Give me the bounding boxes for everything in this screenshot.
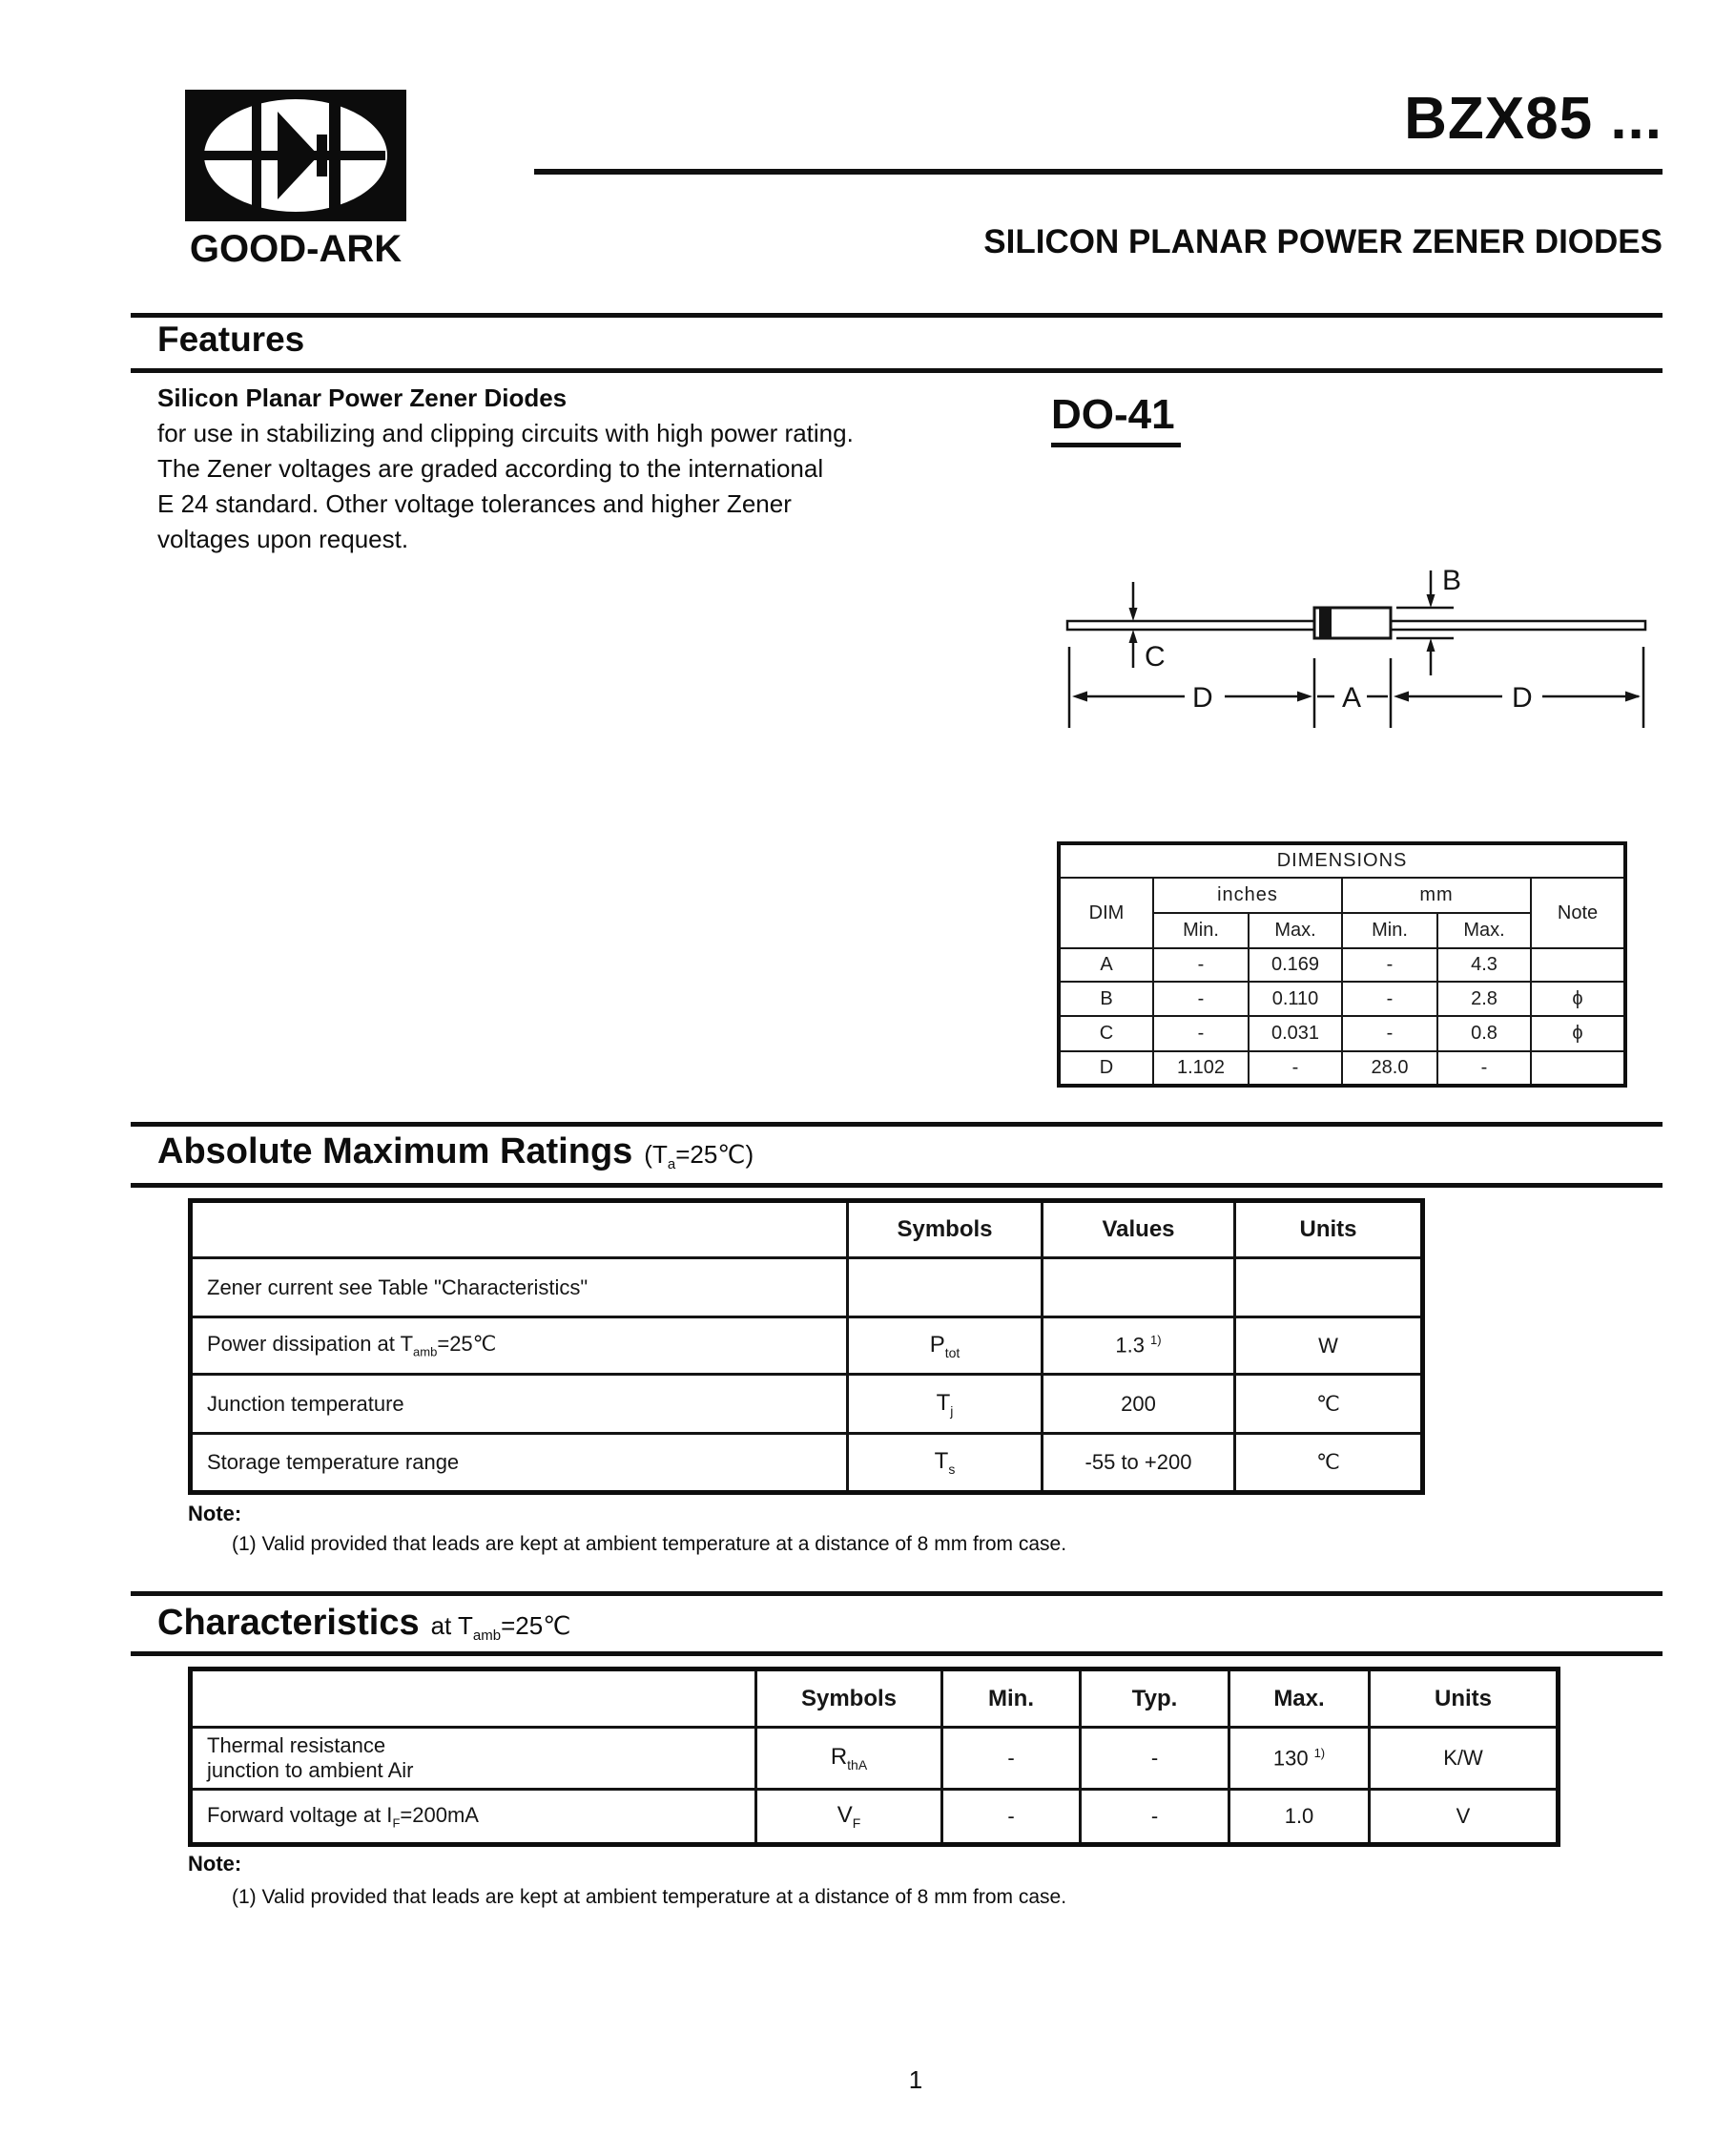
dim-d-note (1531, 1051, 1625, 1086)
amr-row-storage-temperature (191, 1434, 1423, 1493)
char-note-item: (1) Valid provided that leads are kept at ambient temperature at a distance of 8 mm from case. (232, 1886, 1067, 1908)
amr-value (1043, 1258, 1235, 1317)
amr-unit: W (1235, 1317, 1423, 1375)
absolute-maximum-ratings-table (188, 1198, 1425, 1495)
amr-header-values: Values (1043, 1201, 1235, 1258)
characteristics-heading (157, 1605, 570, 1643)
char-note-label: Note: (188, 1852, 242, 1876)
amr-note-item: (1) Valid provided that leads are kept at ambient temperature at a distance of 8 mm from case. (232, 1533, 1067, 1555)
char-label-sub: F (392, 1815, 401, 1831)
dim-b-in-min: - (1153, 982, 1249, 1016)
dim-d-mm-max: - (1437, 1051, 1531, 1086)
value: 1.3 (1115, 1333, 1146, 1358)
char-heading-text: Characteristics (157, 1603, 420, 1643)
char-cond-sub: amb (472, 1627, 502, 1645)
package-name: DO-41 (1051, 391, 1181, 447)
char-header-max: Max. (1229, 1669, 1370, 1728)
dim-d-in-max: - (1249, 1051, 1342, 1086)
dim-b-note-diameter-symbol: ϕ (1531, 982, 1625, 1016)
char-divider-top (131, 1591, 1663, 1596)
part-number: BZX85 ... (1404, 86, 1663, 152)
char-header-blank (191, 1669, 756, 1728)
dim-row-c (1059, 1016, 1625, 1051)
dim-row-d (1059, 1051, 1625, 1086)
dim-c-mm-max: 0.8 (1437, 1016, 1531, 1051)
amr-symbol (848, 1434, 1043, 1493)
footnote-ref: 1) (1313, 1745, 1326, 1760)
char-label (191, 1728, 756, 1790)
symbol-sub: tot (944, 1344, 960, 1360)
amr-cond-pre: (T (644, 1140, 668, 1169)
symbol-base: R (830, 1744, 848, 1771)
features-body (157, 381, 854, 557)
dim-a-mm-min: - (1342, 948, 1437, 982)
symbol-sub: j (950, 1402, 954, 1419)
brand-logo-diode-icon (185, 90, 406, 221)
char-header-min: Min. (942, 1669, 1081, 1728)
dim-label-b: B (1442, 565, 1462, 596)
amr-value (1043, 1317, 1235, 1375)
characteristics-table (188, 1667, 1560, 1847)
char-header-units: Units (1370, 1669, 1559, 1728)
symbol-sub: F (852, 1814, 861, 1831)
char-label-line1: Thermal resistance (207, 1733, 386, 1757)
amr-label-pre: Power dissipation at T (207, 1332, 414, 1357)
amr-symbol (848, 1258, 1043, 1317)
features-line-3: E 24 standard. Other voltage tolerances and higher Zener (157, 489, 792, 518)
amr-divider-bottom (131, 1183, 1663, 1188)
amr-label: Junction temperature (191, 1375, 848, 1434)
symbol-sub: s (948, 1461, 956, 1477)
symbol-base: T (934, 1448, 949, 1475)
features-line-4: voltages upon request. (157, 525, 409, 553)
char-row-thermal-resistance (191, 1728, 1559, 1790)
char-max: 1.0 (1229, 1790, 1370, 1845)
amr-value: -55 to +200 (1043, 1434, 1235, 1493)
document-title: SILICON PLANAR POWER ZENER DIODES (983, 223, 1663, 260)
dim-d-mm-min: 28.0 (1342, 1051, 1437, 1086)
features-subtitle: Silicon Planar Power Zener Diodes (157, 384, 568, 412)
dim-a-in-max: 0.169 (1249, 948, 1342, 982)
char-header-row (191, 1669, 1559, 1728)
cathode-band (1319, 608, 1332, 638)
dim-a: A (1059, 948, 1153, 982)
dim-d-in-min: 1.102 (1153, 1051, 1249, 1086)
char-label-pre: Forward voltage at I (207, 1802, 393, 1827)
dim-d: D (1059, 1051, 1153, 1086)
header-divider (534, 169, 1663, 175)
footnote-ref: 1) (1150, 1333, 1162, 1348)
features-heading: Features (157, 320, 305, 359)
amr-label-sub: amb (413, 1344, 438, 1359)
char-typ: - (1081, 1728, 1229, 1790)
char-divider-bottom (131, 1651, 1663, 1656)
dimensions-table-title: DIMENSIONS (1059, 843, 1625, 878)
dim-col-dim: DIM (1059, 878, 1153, 948)
dim-col-mm-min: Min. (1342, 913, 1437, 948)
char-label-post: =200mA (400, 1802, 479, 1827)
char-label (191, 1790, 756, 1845)
char-row-forward-voltage (191, 1790, 1559, 1845)
char-symbol (756, 1728, 942, 1790)
dim-col-note: Note (1531, 878, 1625, 948)
amr-header-blank (191, 1201, 848, 1258)
dim-label-c: C (1145, 641, 1166, 673)
amr-label: Storage temperature range (191, 1434, 848, 1493)
char-unit: K/W (1370, 1728, 1559, 1790)
amr-unit: ℃ (1235, 1375, 1423, 1434)
amr-row-zener-current (191, 1258, 1423, 1317)
page-number: 1 (908, 2065, 923, 2094)
amr-cond-sub: a (667, 1156, 676, 1173)
amr-heading (157, 1133, 754, 1171)
dim-a-mm-max: 4.3 (1437, 948, 1531, 982)
amr-label: Zener current see Table "Characteristics" (191, 1258, 848, 1317)
amr-header-symbols: Symbols (848, 1201, 1043, 1258)
symbol-base: P (929, 1331, 945, 1358)
dim-col-inches-min: Min. (1153, 913, 1249, 948)
char-typ: - (1081, 1790, 1229, 1845)
brand-name: GOOD-ARK (189, 228, 403, 270)
char-header-typ: Typ. (1081, 1669, 1229, 1728)
amr-heading-text: Absolute Maximum Ratings (157, 1131, 633, 1171)
amr-note-label: Note: (188, 1502, 242, 1525)
char-cond-post: =25℃ (501, 1611, 571, 1640)
features-line-2: The Zener voltages are graded according to the international (157, 454, 824, 483)
amr-value: 200 (1043, 1375, 1235, 1434)
dim-row-b (1059, 982, 1625, 1016)
dim-col-mm-max: Max. (1437, 913, 1531, 948)
dim-label-a: A (1342, 682, 1362, 714)
amr-label-post: =25℃ (437, 1332, 497, 1357)
dim-b: B (1059, 982, 1153, 1016)
amr-cond-post: =25℃) (675, 1140, 754, 1169)
amr-row-junction-temperature (191, 1375, 1423, 1434)
char-unit: V (1370, 1790, 1559, 1845)
features-divider-bottom (131, 368, 1663, 373)
char-max (1229, 1728, 1370, 1790)
features-divider-top (131, 313, 1663, 318)
dim-col-inches-max: Max. (1249, 913, 1342, 948)
dim-b-mm-min: - (1342, 982, 1437, 1016)
amr-symbol (848, 1375, 1043, 1434)
dim-c-in-min: - (1153, 1016, 1249, 1051)
symbol-sub: thA (847, 1756, 868, 1772)
amr-header-units: Units (1235, 1201, 1423, 1258)
dimensions-table (1057, 841, 1627, 1088)
dim-label-d-left: D (1192, 682, 1213, 714)
dim-a-note (1531, 948, 1625, 982)
amr-header-row (191, 1201, 1423, 1258)
dim-b-in-max: 0.110 (1249, 982, 1342, 1016)
char-header-symbols: Symbols (756, 1669, 942, 1728)
dim-a-in-min: - (1153, 948, 1249, 982)
dim-c-in-max: 0.031 (1249, 1016, 1342, 1051)
amr-row-power-dissipation (191, 1317, 1423, 1375)
dim-label-d-right: D (1512, 682, 1533, 714)
amr-unit: ℃ (1235, 1434, 1423, 1493)
amr-divider-top (131, 1122, 1663, 1127)
dim-b-mm-max: 2.8 (1437, 982, 1531, 1016)
symbol-base: V (837, 1802, 853, 1829)
dim-col-inches: inches (1153, 878, 1342, 913)
char-min: - (942, 1790, 1081, 1845)
amr-symbol (848, 1317, 1043, 1375)
amr-condition (644, 1140, 754, 1173)
package-outline-diagram (1030, 534, 1698, 754)
char-condition (430, 1611, 571, 1645)
dim-c-note-diameter-symbol: ϕ (1531, 1016, 1625, 1051)
dim-col-mm: mm (1342, 878, 1531, 913)
char-cond-pre: at T (430, 1611, 473, 1640)
symbol-base: T (936, 1389, 951, 1416)
char-symbol (756, 1790, 942, 1845)
features-line-1: for use in stabilizing and clipping circuits with high power rating. (157, 419, 854, 447)
char-min: - (942, 1728, 1081, 1790)
dim-c: C (1059, 1016, 1153, 1051)
value: 130 (1272, 1746, 1309, 1771)
dim-c-mm-min: - (1342, 1016, 1437, 1051)
char-label-line2: junction to ambient Air (207, 1758, 414, 1782)
amr-unit (1235, 1258, 1423, 1317)
amr-label (191, 1317, 848, 1375)
dim-row-a (1059, 948, 1625, 982)
